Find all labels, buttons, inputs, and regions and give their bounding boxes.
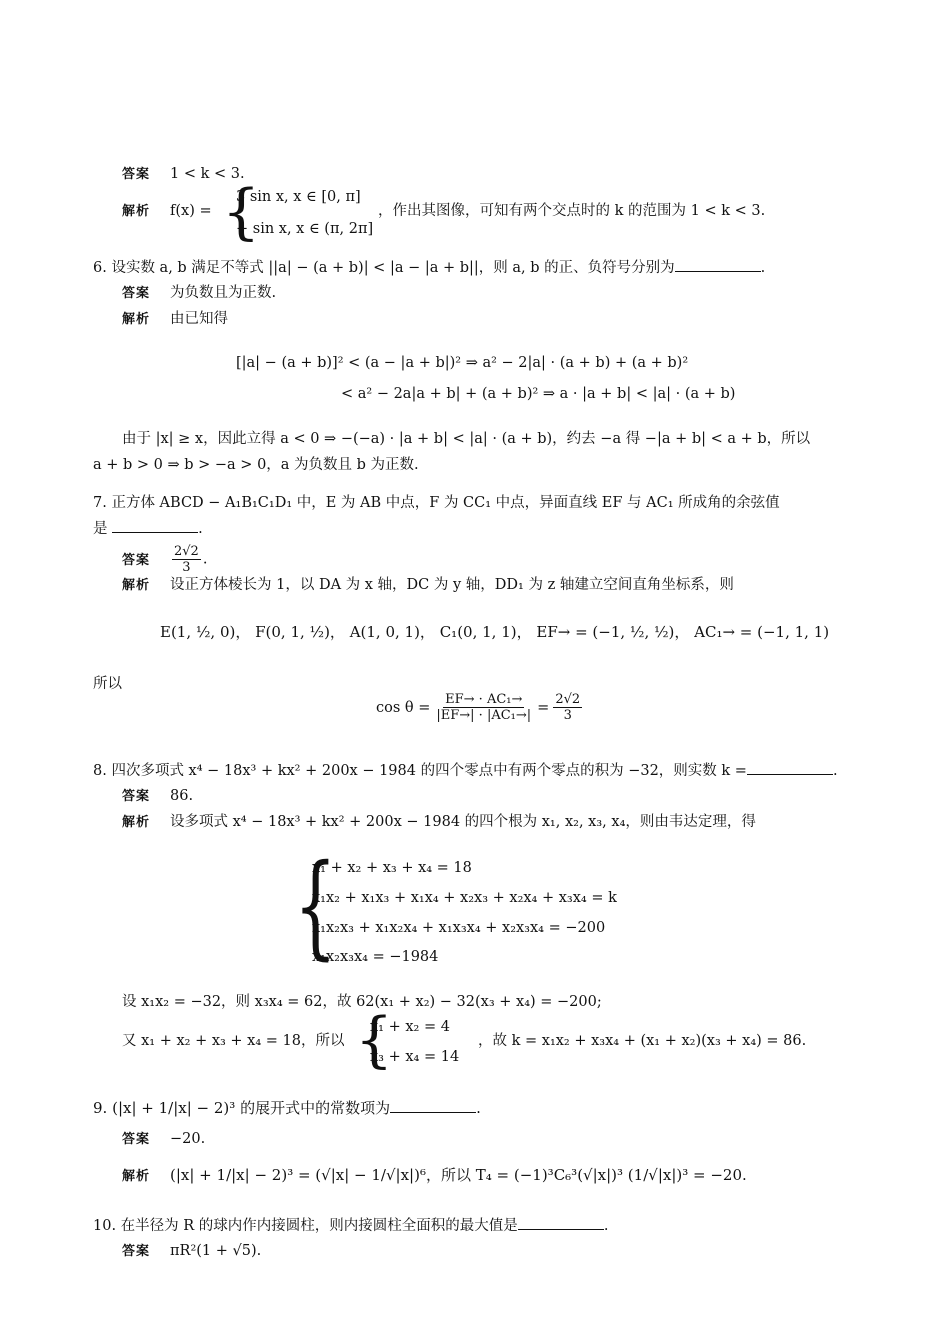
- q8-sys-2: x₁x₂ + x₁x₃ + x₁x₄ + x₂x₃ + x₂x₄ + x₃x₄ = k: [312, 890, 617, 906]
- q7-answer-num: 2√2: [174, 544, 199, 559]
- solution-label: 解析: [122, 578, 151, 593]
- q7-cos-lhs: cos θ =: [376, 699, 431, 716]
- q8-solution-line: [122, 812, 756, 833]
- q6-question-end: .: [760, 260, 766, 276]
- q7-answer-den: 3: [182, 560, 191, 575]
- q7-sol-intro: 设正方体棱长为 1，以 DA 为 x 轴，DC 为 y 轴，DD₁ 为 z 轴建立空间直角坐标系，则: [170, 577, 734, 593]
- q7-cos-num: EF→ · AC₁→: [445, 692, 523, 707]
- q6-answer: 为负数且为正数.: [170, 285, 277, 301]
- q7-coords: E(1, ½, 0)， F(0, 1, ½)， A(1, 0, 1)， C₁(0, 1, 1)， EF→ = (−1, ½, ½)， AC₁→ = (−1, 1, 1): [160, 623, 830, 641]
- q7-question1: 7. 正方体 ABCD − A₁B₁C₁D₁ 中，E 为 AB 中点，F 为 CC₁ 中点，异面直线 EF 与 AC₁ 所成角的余弦值: [93, 495, 780, 511]
- answer-blank: [675, 257, 761, 272]
- q9-question-line: [93, 1098, 481, 1118]
- q6-answer-line: [122, 283, 276, 304]
- q8-question-line: [93, 760, 838, 781]
- q10-answer: πR²(1 + √5).: [170, 1243, 262, 1259]
- q9-answer: −20.: [170, 1131, 206, 1147]
- q9-sol-expr: (|x| + 1/|x| − 2)³ = (√|x| − 1/√|x|)⁶，所以 T₄ = (−1)³C₆³(√|x|)³ (1/√|x|)³ = −20.: [170, 1166, 747, 1184]
- solution-label: 解析: [122, 312, 151, 327]
- q7-cos-val-den: 3: [563, 708, 572, 723]
- q5-case1: 3 sin x, x ∈ [0, π]: [236, 189, 361, 205]
- q8-brace2: {: [355, 1005, 394, 1075]
- q6-solution-line: [122, 309, 228, 330]
- q6-eq1: [|a| − (a + b)]² < (a − |a + b|)² ⇒ a² − 2|a| · (a + b) + (a + b)²: [236, 355, 689, 371]
- q8-sys-4: x₁x₂x₃x₄ = −1984: [312, 949, 439, 965]
- q10-question-end: .: [603, 1218, 609, 1234]
- answer-label: 答案: [122, 167, 151, 182]
- q7-question2-line: [93, 518, 203, 539]
- q9-answer-line: [122, 1129, 205, 1150]
- q6-question: 6. 设实数 a, b 满足不等式 ||a| − (a + b)| < |a − |a + b||，则 a, b 的正、负符号分别为: [93, 260, 675, 276]
- q7-so: 所以: [93, 676, 122, 692]
- q8-answer: 86.: [170, 788, 194, 804]
- q5-sol-lhs: f(x) =: [170, 203, 212, 219]
- answer-blank: [112, 518, 198, 533]
- q7-question2: 是: [93, 521, 108, 537]
- q8-sys-3: x₁x₂x₃ + x₁x₂x₄ + x₁x₃x₄ + x₂x₃x₄ = −200: [312, 920, 606, 936]
- q8-sol-intro: 设多项式 x⁴ − 18x³ + kx² + 200x − 1984 的四个根为 x₁, x₂, x₃, x₄，则由韦达定理，得: [170, 814, 756, 830]
- answer-blank: [518, 1215, 604, 1230]
- q6-eq2: < a² − 2a|a + b| + (a + b)² ⇒ a · |a + b| < |a| · (a + b): [341, 386, 736, 402]
- q7-solution-line: [122, 575, 734, 596]
- q8-question: 8. 四次多项式 x⁴ − 18x³ + kx² + 200x − 1984 的四个零点中有两个零点的积为 −32，则实数 k =: [93, 763, 747, 779]
- q9-expr: (|x| + 1/|x| − 2)³: [112, 1099, 236, 1117]
- q10-question: 10. 在半径为 R 的球内作内接圆柱，则内接圆柱全面积的最大值是: [93, 1218, 518, 1234]
- answer-label: 答案: [122, 552, 151, 568]
- solution-label: 解析: [122, 204, 151, 219]
- q7-cos-eq: =: [537, 699, 550, 716]
- answer-blank: [390, 1098, 476, 1113]
- q5-case2: − sin x, x ∈ (π, 2π]: [236, 221, 374, 237]
- q6-question-line: [93, 257, 765, 278]
- q10-answer-line: [122, 1241, 261, 1262]
- q5-sol-text: ，作出其图像，可知有两个交点时的 k 的范围为 1 < k < 3.: [378, 203, 766, 219]
- q7-question-end: .: [198, 521, 203, 537]
- q8-line1: 设 x₁x₂ = −32，则 x₃x₄ = 62，故 62(x₁ + x₂) − 32(x₃ + x₄) = −200;: [122, 994, 602, 1010]
- q5-answer: 1 < k < 3.: [170, 166, 245, 182]
- q9-solution-line: [122, 1165, 747, 1187]
- q7-cos-den: |EF→| · |AC₁→|: [436, 708, 532, 723]
- q6-text2: a + b > 0 ⇒ b > −a > 0，a 为负数且 b 为正数.: [93, 457, 419, 473]
- answer-label: 答案: [122, 286, 151, 301]
- answer-label: 答案: [122, 789, 151, 804]
- answer-blank: [747, 760, 833, 775]
- q8-sys2-2: x₃ + x₄ = 14: [370, 1049, 460, 1065]
- q8-line2b: ，故 k = x₁x₂ + x₃x₄ + (x₁ + x₂)(x₃ + x₄) = 86.: [478, 1033, 807, 1049]
- q6-text1: 由于 |x| ≥ x，因此立得 a < 0 ⇒ −(−a) · |a + b| < |a| · (a + b)，约去 −a 得 −|a + b| < a + b，所以: [122, 431, 811, 447]
- solution-label: 解析: [122, 815, 151, 830]
- answer-label: 答案: [122, 1132, 151, 1147]
- q8-question-end: .: [832, 763, 838, 779]
- q9-text: 的展开式中的常数项为: [240, 1099, 391, 1117]
- q8-sys-1: x₁ + x₂ + x₃ + x₄ = 18: [312, 860, 472, 876]
- q9-num: 9.: [93, 1099, 108, 1117]
- q5-solution-label-line: [122, 201, 212, 222]
- q7-cos-value: [553, 692, 582, 723]
- q6-sol-intro: 由已知得: [170, 311, 228, 327]
- q8-brace: {: [294, 841, 337, 971]
- solution-label: 解析: [122, 1169, 151, 1184]
- q9-question-end: .: [476, 1099, 481, 1117]
- q7-cos-val-num: 2√2: [555, 692, 581, 707]
- q7-answer-fraction: [172, 544, 201, 575]
- q7-answer-line: 答案 $\frac{2√2}{3}$ .: [122, 544, 208, 575]
- q10-question-line: [93, 1215, 608, 1236]
- q7-cos-equation: [376, 692, 586, 723]
- q8-sys2-1: x₁ + x₂ = 4: [370, 1019, 450, 1035]
- q8-line2a: 又 x₁ + x₂ + x₃ + x₄ = 18，所以: [122, 1033, 345, 1049]
- q5-brace: {: [222, 177, 261, 247]
- q8-answer-line: [122, 786, 193, 807]
- q7-cos-fraction: [434, 692, 533, 723]
- answer-label: 答案: [122, 1244, 151, 1259]
